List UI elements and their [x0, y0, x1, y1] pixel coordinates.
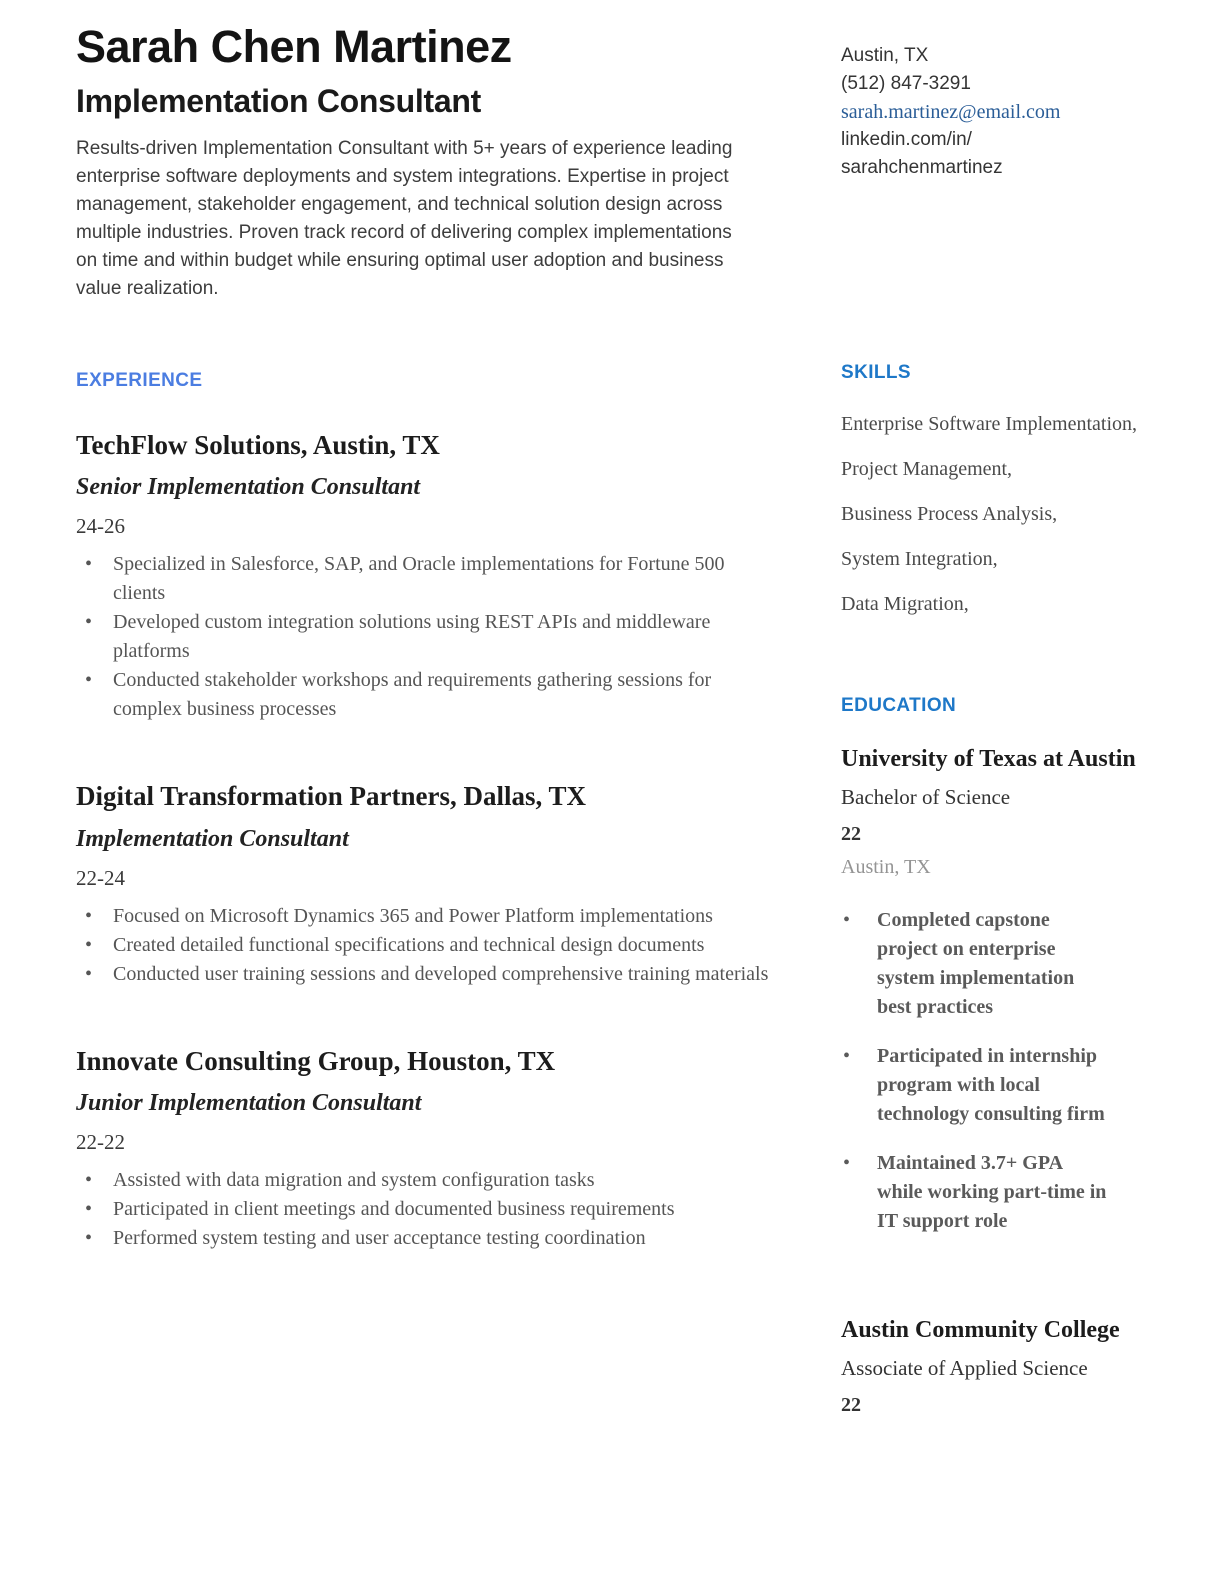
job-dates: 22-22	[76, 1130, 125, 1155]
job-bullet-text: Conducted stakeholder workshops and requirements gathering sessions for complex business processes	[113, 669, 712, 721]
person-title: Implementation Consultant	[76, 83, 481, 120]
contact-location: Austin, TX	[841, 45, 929, 66]
job-bullet-list	[76, 1166, 800, 1253]
education-bullet	[841, 1149, 1148, 1236]
education-section	[841, 695, 1148, 1417]
job-title: Senior Implementation Consultant	[76, 474, 421, 501]
skill-item: Enterprise Software Implementation,	[841, 413, 1138, 435]
skill-item: System Integration,	[841, 548, 998, 570]
experience-section	[76, 370, 800, 1253]
job-title: Implementation Consultant	[76, 825, 349, 852]
skill-item: Project Management,	[841, 458, 1013, 480]
contact-phone: (512) 847-3291	[841, 73, 971, 94]
bullet-marker: •	[843, 909, 851, 931]
company-name: TechFlow Solutions, Austin, TX	[76, 429, 440, 460]
company-name: Digital Transformation Partners, Dallas, TX	[76, 781, 586, 812]
education-bullet-list	[841, 906, 1148, 1236]
contact-linkedin	[841, 126, 1148, 182]
skill-item: Data Migration,	[841, 593, 969, 615]
job-bullet-text: Developed custom integration solutions using REST APIs and middleware platforms	[113, 611, 711, 663]
bullet-marker: •	[843, 1152, 851, 1174]
job-bullet-list	[76, 902, 800, 989]
education-entry	[841, 745, 1148, 1236]
job-bullet	[76, 960, 800, 989]
job-title: Junior Implementation Consultant	[76, 1090, 422, 1117]
bullet-marker: •	[85, 1198, 93, 1221]
job-bullet	[76, 666, 800, 724]
job-dates: 22-24	[76, 865, 125, 890]
bullet-marker: •	[843, 1045, 851, 1067]
graduation-year: 22	[841, 1394, 861, 1416]
main-column	[76, 20, 800, 1584]
bullet-marker: •	[85, 611, 93, 634]
job-bullet-text: Performed system testing and user acceptance testing coordination	[113, 1227, 646, 1250]
job-bullet	[76, 1195, 800, 1224]
school-location: Austin, TX	[841, 856, 931, 878]
summary-paragraph: Results-driven Implementation Consultant with 5+ years of experience leading enterprise software deployments and system integrations. Expertise in project management, stakeholder engagement, and technical solution design across multiple industries. Proven track record of delivering complex implementations on time and within budget while ensuring optimal user adoption and business value realization.	[76, 137, 733, 299]
sidebar-column	[841, 20, 1148, 1584]
education-bullet	[841, 906, 1148, 1022]
skills-heading: SKILLS	[841, 362, 911, 383]
job-bullet	[76, 1224, 800, 1253]
job-bullet-text: Conducted user training sessions and developed comprehensive training materials	[113, 962, 769, 985]
job-dates: 24-26	[76, 514, 125, 539]
job-bullet-text: Assisted with data migration and system configuration tasks	[113, 1169, 595, 1192]
skill-item: Business Process Analysis,	[841, 503, 1058, 525]
job-entry	[76, 780, 800, 988]
school-name: Austin Community College	[841, 1317, 1120, 1343]
education-entry	[841, 1316, 1148, 1417]
contact-block	[841, 42, 1148, 182]
person-name: Sarah Chen Martinez	[76, 21, 512, 72]
bullet-marker: •	[85, 669, 93, 692]
job-bullet	[76, 550, 800, 608]
contact-email-link[interactable]: sarah.martinez@email.com	[841, 101, 1061, 123]
education-bullet	[841, 1042, 1148, 1129]
bullet-marker: •	[85, 962, 93, 985]
education-bullet-text: Participated in internship program with local technology consulting firm	[877, 1045, 1105, 1125]
resume-header	[76, 20, 800, 303]
education-bullet-text: Completed capstone project on enterprise system implementation best practices	[877, 909, 1075, 1018]
education-bullet-text: Maintained 3.7+ GPA while working part-time in IT support role	[877, 1152, 1107, 1232]
skills-section	[841, 362, 1148, 618]
education-heading: EDUCATION	[841, 695, 957, 716]
job-bullet-text: Participated in client meetings and documented business requirements	[113, 1198, 675, 1221]
company-name: Innovate Consulting Group, Houston, TX	[76, 1045, 556, 1076]
bullet-marker: •	[85, 904, 93, 927]
job-bullet	[76, 902, 800, 931]
degree: Bachelor of Science	[841, 785, 1011, 809]
job-entry	[76, 1045, 800, 1253]
job-bullet	[76, 608, 800, 666]
job-bullet-text: Created detailed functional specifications and technical design documents	[113, 933, 705, 956]
graduation-year: 22	[841, 823, 861, 845]
bullet-marker: •	[85, 1227, 93, 1250]
job-bullet-text: Specialized in Salesforce, SAP, and Oracle implementations for Fortune 500 clients	[113, 553, 725, 605]
job-entry	[76, 429, 800, 724]
contact-linkedin-line2: sarahchenmartinez	[841, 157, 1003, 178]
bullet-marker: •	[85, 1169, 93, 1192]
school-name: University of Texas at Austin	[841, 746, 1136, 772]
experience-heading: EXPERIENCE	[76, 369, 203, 391]
degree: Associate of Applied Science	[841, 1356, 1088, 1380]
job-bullet-text: Focused on Microsoft Dynamics 365 and Power Platform implementations	[113, 904, 713, 927]
bullet-marker: •	[85, 553, 93, 576]
bullet-marker: •	[85, 933, 93, 956]
job-bullet-list	[76, 550, 800, 724]
contact-linkedin-line1: linkedin.com/in/	[841, 129, 972, 150]
job-bullet	[76, 1166, 800, 1195]
job-bullet	[76, 931, 800, 960]
